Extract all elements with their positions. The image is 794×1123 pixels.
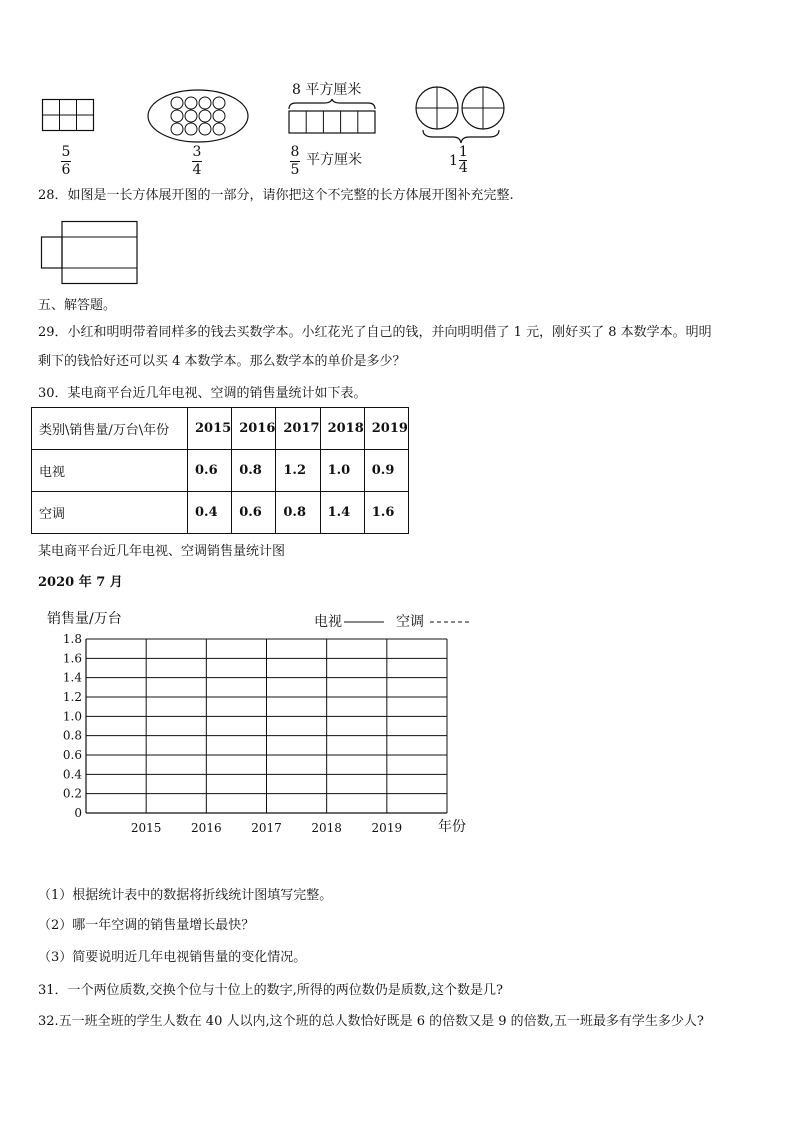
section-5-title: 五、解答题。 <box>38 298 117 313</box>
table-cell: 0.4 <box>188 492 232 534</box>
mixed-fraction: 1 1 4 <box>449 144 468 176</box>
fraction-five-sixths: 5 6 <box>61 144 71 178</box>
legend-tv-label: 电视 <box>314 614 342 630</box>
question-30: 30．某电商平台近几年电视、空调的销售量统计如下表。 <box>38 386 367 401</box>
x-tick-label: 2015 <box>130 821 162 835</box>
table-header-cell: 2018 <box>320 408 364 450</box>
y-tick-label: 0.8 <box>62 728 82 743</box>
question-29-line1: 29．小红和明明带着同样多的钱去买数学本。小红花光了自己的钱，并向明明借了 1 元，刚好买了 8 本数学本。明明 <box>38 325 712 340</box>
question-28: 28．如图是一长方体展开图的一部分，请你把这个不完整的长方体展开图补充完整. <box>38 188 514 203</box>
fig3-top-label: 8 平方厘米 <box>292 82 362 98</box>
fig3-unit: 平方厘米 <box>306 152 362 168</box>
y-tick-label: 1.8 <box>62 632 82 646</box>
y-tick-label: 1.0 <box>62 709 82 724</box>
x-tick-label: 2017 <box>251 821 282 835</box>
question-30-sub1: （1）根据统计表中的数据将折线统计图填写完整。 <box>38 888 333 903</box>
chart-title: 某电商平台近几年电视、空调销售量统计图 <box>38 544 286 559</box>
legend-ac-label: 空调 <box>396 614 424 630</box>
question-31: 31．一个两位质数,交换个位与十位上的数字,所得的两位数仍是质数,这个数是几? <box>38 983 503 998</box>
y-tick-label: 1.2 <box>62 690 82 704</box>
x-tick-label: 2018 <box>311 821 342 835</box>
table-header-cell: 类别\销售量/万台\年份 <box>32 408 188 450</box>
table-cell: 0.8 <box>276 492 320 534</box>
table-cell: 0.9 <box>364 450 408 492</box>
table-header-cell: 2019 <box>364 408 408 450</box>
y-tick-label: 0.6 <box>62 748 82 762</box>
y-tick-label: 0.4 <box>62 767 82 782</box>
table-cell: 1.0 <box>320 450 364 492</box>
chart-xlabel: 年份 <box>438 819 466 835</box>
table-header-cell: 2017 <box>276 408 320 450</box>
table-cell: 0.6 <box>232 492 276 534</box>
table-cell: 空调 <box>32 492 188 534</box>
fraction-three-quarters: 3 4 <box>192 144 202 178</box>
table-header-cell: 2015 <box>188 408 232 450</box>
table-header-cell: 2016 <box>232 408 276 450</box>
chart-ylabel: 销售量/万台 <box>47 611 122 627</box>
table-cell: 1.6 <box>364 492 408 534</box>
y-tick-label: 0 <box>74 806 82 820</box>
question-32: 32.五一班全班的学生人数在 40 人以内,这个班的总人数恰好既是 6 的倍数又是 9 的倍数,五一班最多有学生多少人? <box>38 1014 704 1029</box>
table-cell: 0.8 <box>232 450 276 492</box>
table-cell: 1.2 <box>276 450 320 492</box>
question-29-line2: 剩下的钱恰好还可以买 4 本数学本。那么数学本的单价是多少？ <box>38 354 406 369</box>
y-tick-label: 1.6 <box>62 651 82 666</box>
question-30-sub2: （2）哪一年空调的销售量增长最快？ <box>38 918 255 933</box>
chart-date: 2020 年 7 月 <box>38 575 123 590</box>
x-tick-label: 2019 <box>371 821 403 835</box>
y-tick-label: 0.2 <box>62 786 82 801</box>
table-cell: 0.6 <box>188 450 232 492</box>
question-30-sub3: （3）简要说明近几年电视销售量的变化情况。 <box>38 950 307 965</box>
table-cell: 1.4 <box>320 492 364 534</box>
x-tick-label: 2016 <box>191 821 222 835</box>
table-cell: 电视 <box>32 450 188 492</box>
y-tick-label: 1.4 <box>62 670 82 685</box>
fraction-eight-fifths: 8 5 <box>290 144 300 178</box>
